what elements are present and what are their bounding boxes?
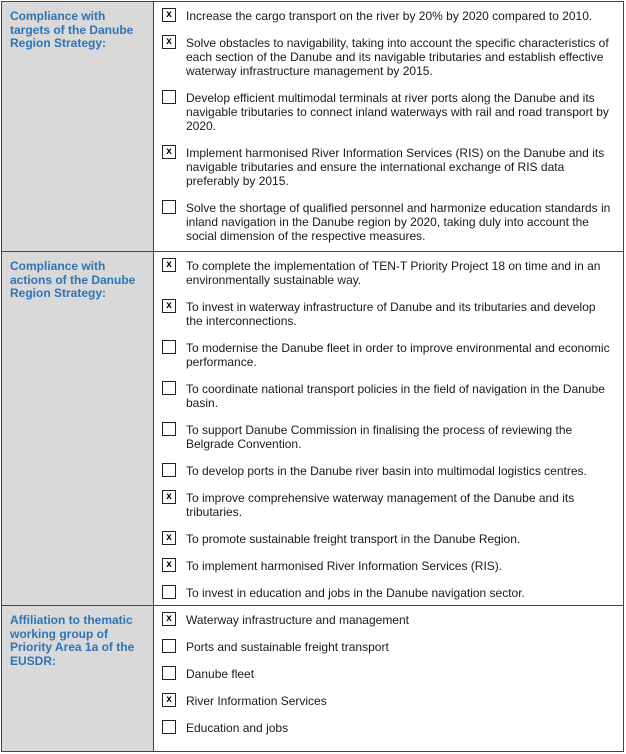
checkbox[interactable]: x bbox=[162, 612, 176, 626]
checkbox[interactable]: x bbox=[162, 8, 176, 22]
checkbox[interactable] bbox=[162, 463, 176, 477]
checklist-item-text: To develop ports in the Danube river basin into multimodal logistics centres. bbox=[186, 464, 587, 478]
checklist-item bbox=[160, 639, 615, 654]
checklist-item bbox=[160, 200, 615, 243]
checklist-item bbox=[160, 35, 615, 78]
checklist-item-text: Education and jobs bbox=[186, 721, 289, 735]
checkbox[interactable]: x bbox=[162, 558, 176, 572]
checklist-item-text: Solve obstacles to navigability, taking into account the specific characteristics of each section of the Danube and its navigable tributaries and establish effective waterway infrastructure management by 2015. bbox=[186, 36, 609, 78]
checklist-item bbox=[160, 381, 615, 410]
checklist-item-text: To improve comprehensive waterway management of the Danube and its tributaries. bbox=[186, 491, 575, 519]
checklist-item-text: To invest in waterway infrastructure of Danube and its tributaries and develop the interconnections. bbox=[186, 300, 596, 328]
checklist-item-text: To coordinate national transport policies in the field of navigation in the Danube basin. bbox=[186, 382, 605, 410]
section-targets bbox=[2, 2, 624, 252]
checkbox[interactable]: x bbox=[162, 145, 176, 159]
checkbox[interactable] bbox=[162, 422, 176, 436]
section-label: Compliance with actions of the Danube Region Strategy: bbox=[2, 252, 154, 606]
checkbox[interactable]: x bbox=[162, 490, 176, 504]
checkbox[interactable]: x bbox=[162, 35, 176, 49]
checkbox[interactable] bbox=[162, 90, 176, 104]
checkbox[interactable] bbox=[162, 639, 176, 653]
checklist-item bbox=[160, 666, 615, 681]
section-affiliation bbox=[2, 606, 624, 752]
checklist-item-text: River Information Services bbox=[186, 694, 327, 708]
checklist-item bbox=[160, 258, 615, 287]
section-checklist bbox=[154, 252, 624, 606]
checklist-item-text: Waterway infrastructure and management bbox=[186, 613, 409, 627]
checklist-item-text: Implement harmonised River Information Services (RIS) on the Danube and its navigable tributaries and ensure the international exchange of RIS data preferably by 2015. bbox=[186, 146, 605, 188]
checklist-item bbox=[160, 720, 615, 735]
checkbox[interactable] bbox=[162, 666, 176, 680]
checklist-item bbox=[160, 490, 615, 519]
section-label: Affiliation to thematic working group of Priority Area 1a of the EUSDR: bbox=[2, 606, 154, 752]
section-actions bbox=[2, 252, 624, 606]
checklist-item bbox=[160, 8, 615, 23]
checkbox[interactable] bbox=[162, 720, 176, 734]
checklist-item bbox=[160, 340, 615, 369]
checklist-item-text: Develop efficient multimodal terminals at river ports along the Danube and its navigable tributaries to connect inland waterways with rail and road transport by 2020. bbox=[186, 91, 609, 133]
checkbox[interactable]: x bbox=[162, 299, 176, 313]
checkbox[interactable]: x bbox=[162, 531, 176, 545]
checklist-item bbox=[160, 463, 615, 478]
checklist-item bbox=[160, 90, 615, 133]
checkbox[interactable]: x bbox=[162, 258, 176, 272]
checklist-item-text: To promote sustainable freight transport in the Danube Region. bbox=[186, 532, 521, 546]
checkbox[interactable]: x bbox=[162, 693, 176, 707]
checklist-item-text: Ports and sustainable freight transport bbox=[186, 640, 389, 654]
checklist-item-text: To complete the implementation of TEN-T Priority Project 18 on time and in an environmentally sustainable way. bbox=[186, 259, 601, 287]
checklist-item bbox=[160, 558, 615, 573]
checklist-item bbox=[160, 531, 615, 546]
checklist-item-text: To modernise the Danube fleet in order to improve environmental and economic performance. bbox=[186, 341, 610, 369]
checkbox[interactable] bbox=[162, 585, 176, 599]
checklist-item-text: Danube fleet bbox=[186, 667, 255, 681]
section-checklist bbox=[154, 606, 624, 752]
checkbox[interactable] bbox=[162, 200, 176, 214]
checklist-item bbox=[160, 422, 615, 451]
checklist-item-text: To implement harmonised River Information Services (RIS). bbox=[186, 559, 503, 573]
checklist-item-text: Increase the cargo transport on the river by 20% by 2020 compared to 2010. bbox=[186, 9, 593, 23]
checklist-item bbox=[160, 693, 615, 708]
checklist-item-text: To invest in education and jobs in the Danube navigation sector. bbox=[186, 586, 525, 600]
checkbox[interactable] bbox=[162, 381, 176, 395]
checklist-item bbox=[160, 585, 615, 600]
compliance-form-table bbox=[1, 1, 624, 752]
checklist-item bbox=[160, 612, 615, 627]
checkbox[interactable] bbox=[162, 340, 176, 354]
checklist-item bbox=[160, 299, 615, 328]
checklist-item-text: To support Danube Commission in finalising the process of reviewing the Belgrade Convention. bbox=[186, 423, 573, 451]
section-checklist bbox=[154, 2, 624, 252]
checklist-item-text: Solve the shortage of qualified personnel and harmonize education standards in inland navigation in the Danube region by 2020, taking duly into account the social dimension of the respective measures. bbox=[186, 201, 611, 243]
section-label: Compliance with targets of the Danube Region Strategy: bbox=[2, 2, 154, 252]
checklist-item bbox=[160, 145, 615, 188]
